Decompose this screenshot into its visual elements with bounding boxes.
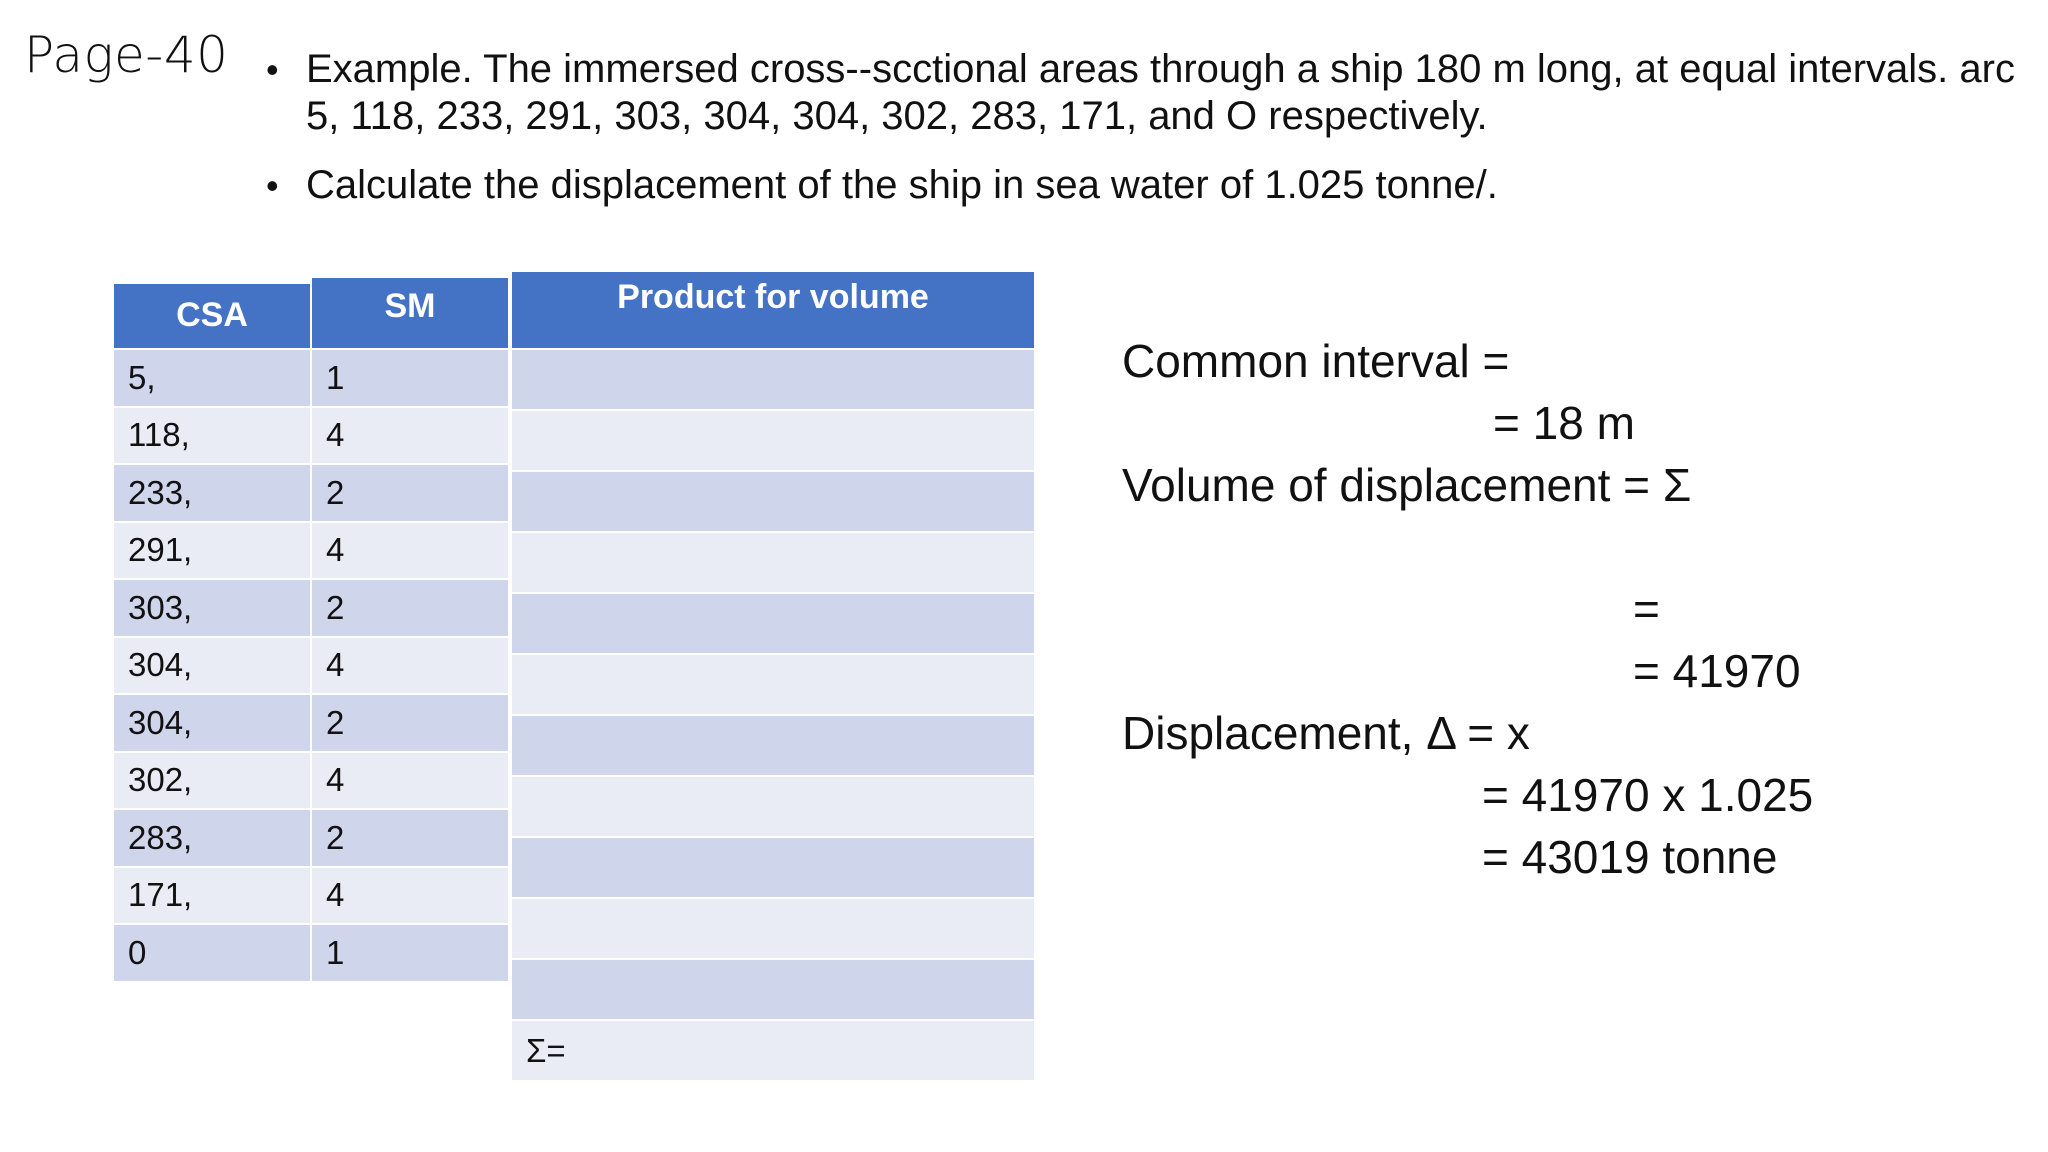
sm-cell: 1 [312,923,508,981]
volume-label: Volume of displacement = Σ [1122,459,1692,511]
csa-cell: 118, [114,406,310,464]
csa-cell: 302, [114,751,310,809]
volume-equals: = [1633,583,1660,635]
displacement-step: = 41970 x 1.025 [1482,769,1814,821]
bullet-item [266,162,2026,209]
product-cell [512,348,1034,409]
product-cell [512,714,1034,775]
csa-cell: 171, [114,866,310,924]
sm-cell: 1 [312,348,508,406]
common-interval-value: = 18 m [1493,397,1635,449]
sm-column [312,278,508,981]
bullet-text-question: Calculate the displacement of the ship in sea water of 1.025 tonne/. [306,163,1498,207]
common-interval-label: Common interval = [1122,335,1510,387]
bullet-list [266,46,2026,231]
csa-header: CSA [114,284,310,348]
csa-column [114,284,310,981]
csa-cell: 0 [114,923,310,981]
sm-cell: 2 [312,463,508,521]
product-cell [512,653,1034,714]
csa-cell: 5, [114,348,310,406]
sm-header: SM [312,278,508,348]
sm-cell: 4 [312,521,508,579]
bullet-dot-icon: • [266,165,279,206]
csa-cell: 304, [114,693,310,751]
sm-cell: 4 [312,866,508,924]
product-cell [512,531,1034,592]
sm-cell: 2 [312,693,508,751]
csa-cell: 291, [114,521,310,579]
sm-cell: 2 [312,578,508,636]
sm-cell: 4 [312,636,508,694]
product-cell [512,958,1034,1019]
sm-cell: 2 [312,808,508,866]
product-cell [512,897,1034,958]
product-header: Product for volume [512,272,1034,348]
bullet-item [266,46,2026,140]
displacement-label: Displacement, Δ = x [1122,707,1530,759]
product-cell [512,470,1034,531]
page-label: Page-40 [24,26,229,84]
product-cell [512,775,1034,836]
bullet-dot-icon: • [266,49,279,90]
csa-cell: 283, [114,808,310,866]
simpson-table [114,272,1034,1092]
displacement-result: = 43019 tonne [1482,831,1778,883]
csa-cell: 304, [114,636,310,694]
product-column [512,272,1034,1080]
product-cell [512,409,1034,470]
product-sum-cell: Σ= [512,1019,1034,1080]
product-cell [512,836,1034,897]
volume-value: = 41970 [1633,645,1801,697]
csa-cell: 233, [114,463,310,521]
sm-cell: 4 [312,751,508,809]
sm-cell: 4 [312,406,508,464]
bullet-text-example: Example. The immersed cross--scctional areas through a ship 180 m long, at equal intervals. arc 5, 118, 233, 291, 303, 304, 304, 302, 283, 171, and O respectively. [306,47,2015,138]
csa-cell: 303, [114,578,310,636]
product-cell [512,592,1034,653]
